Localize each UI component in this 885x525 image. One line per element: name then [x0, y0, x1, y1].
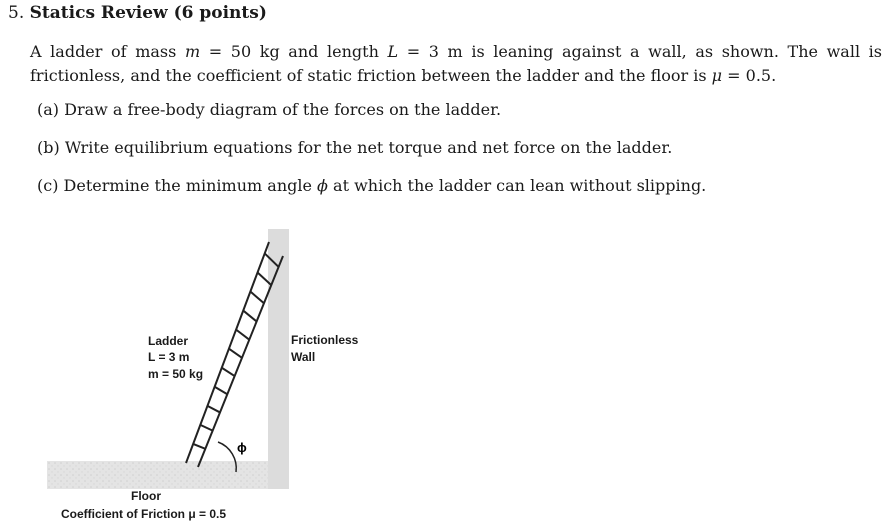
- angle-phi-label: ϕ: [237, 440, 247, 455]
- part-b-text: Write equilibrium equations for the net torque and net force on the ladder.: [64, 138, 673, 157]
- ladder-label: [148, 334, 203, 381]
- problem-number: 5.: [8, 3, 25, 23]
- ladder-rung: [222, 368, 235, 376]
- part-c-text-before: Determine the minimum angle: [63, 176, 318, 195]
- part-a-label: (a): [37, 100, 60, 119]
- ladder-rung: [236, 330, 249, 340]
- ladder-rung: [243, 311, 256, 322]
- intro-text-3: = 3 m is leaning against a wall, as shown. The wall is frictionless, and the coefficient of static friction between the ladder and the floor is: [30, 42, 883, 85]
- problem-title: Statics Review (6 points): [29, 3, 267, 23]
- part-c-label: (c): [37, 176, 59, 195]
- part-b-label: (b): [37, 138, 60, 157]
- floor-block: [47, 461, 289, 489]
- wall-label-line-2: Wall: [291, 350, 316, 364]
- ladder-rung: [207, 406, 220, 413]
- ladder-label-line-3: m = 50 kg: [148, 367, 204, 381]
- ladder-rung: [215, 387, 228, 394]
- intro-text-2: = 50 kg and length: [200, 42, 388, 61]
- mu-symbol: μ: [711, 66, 723, 85]
- wall-label-line-1: Frictionless: [291, 333, 359, 347]
- wall-label: [291, 333, 359, 364]
- part-a-text: Draw a free-body diagram of the forces on the ladder.: [64, 100, 502, 119]
- ladder-label-line-1: Ladder: [148, 334, 189, 348]
- ladder-rung: [250, 292, 264, 304]
- friction-label: Coefficient of Friction μ = 0.5: [61, 507, 227, 521]
- floor-label: Floor: [131, 489, 161, 503]
- phi-symbol: ϕ: [317, 176, 328, 195]
- ladder-label-line-2: L = 3 m: [148, 350, 190, 364]
- mass-symbol: m: [184, 42, 201, 61]
- ladder-rail-left: [186, 242, 269, 463]
- length-symbol: L: [387, 42, 399, 61]
- part-c-text-after: at which the ladder can lean without slipping.: [327, 176, 707, 195]
- ladder-rung: [193, 444, 205, 449]
- ladder-rung: [200, 425, 212, 431]
- intro-text-1: A ladder of mass: [30, 42, 185, 61]
- ladder-rungs: [193, 253, 278, 448]
- intro-text-4: = 0.5.: [722, 66, 777, 85]
- ladder-rung: [229, 349, 242, 358]
